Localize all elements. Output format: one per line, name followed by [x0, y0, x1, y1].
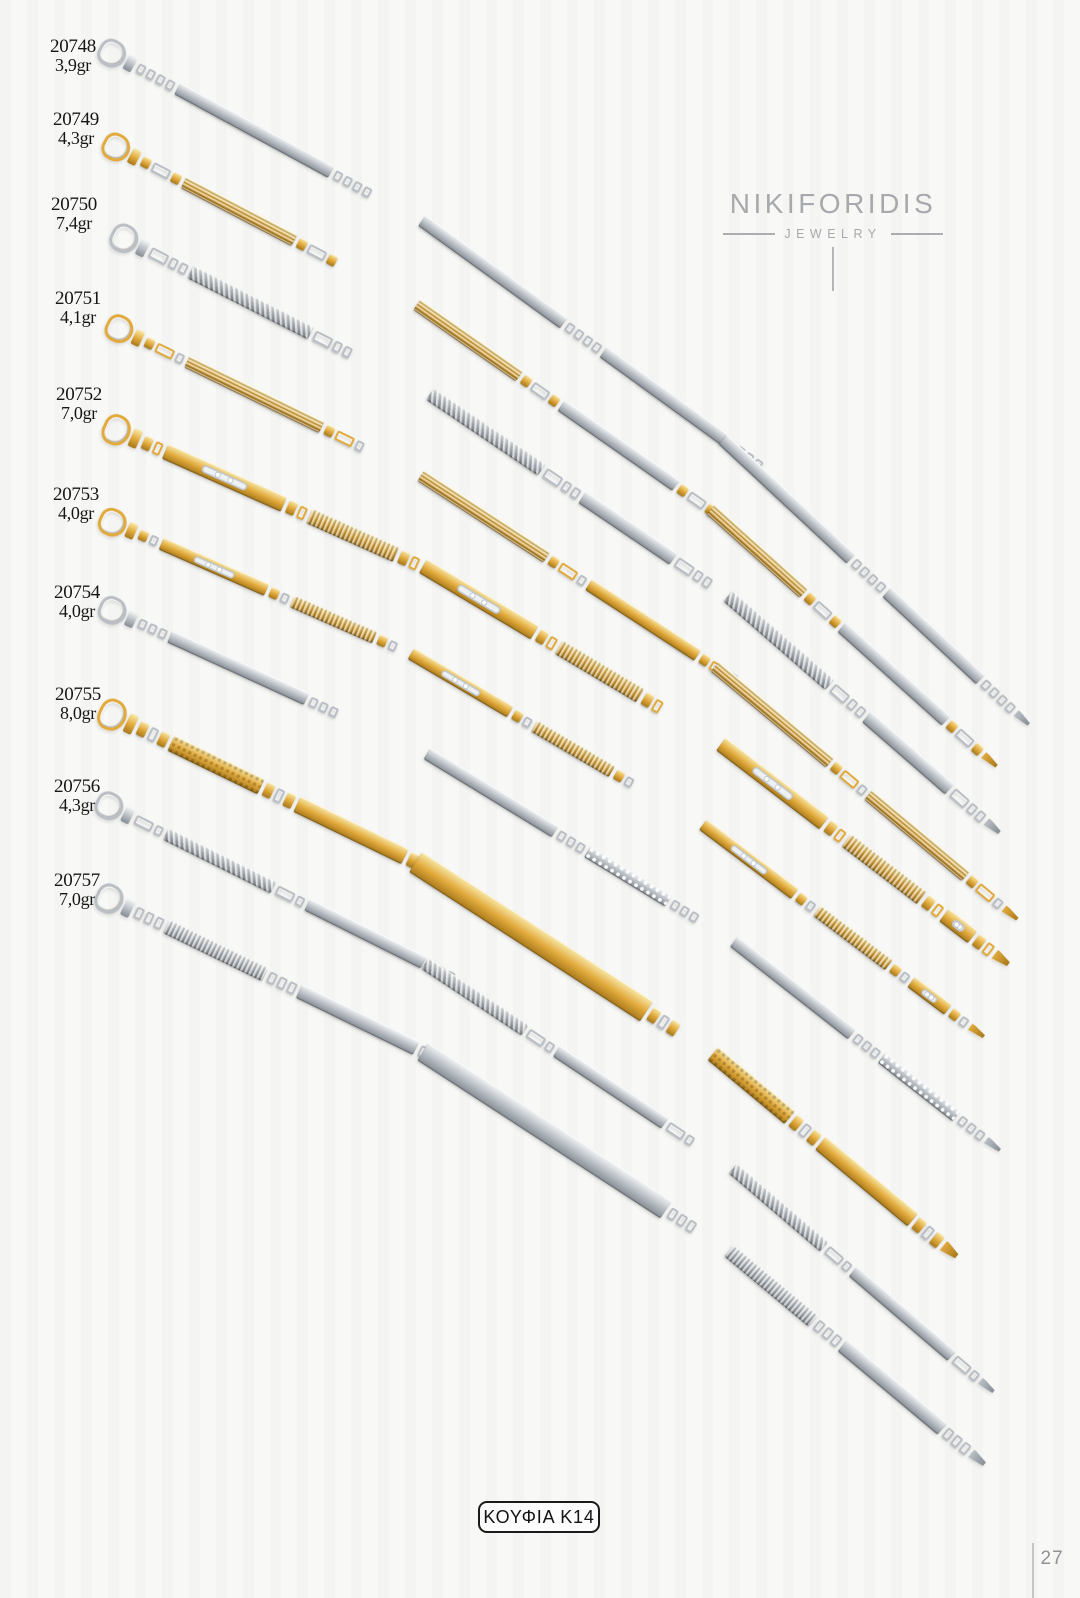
bracelet-link-group — [135, 62, 176, 90]
bracelet-link — [147, 622, 158, 634]
bracelet-link — [312, 330, 334, 348]
chain-end-tab — [984, 1136, 1002, 1153]
bracelet-link — [869, 1046, 881, 1059]
bracelet-bar-segment — [584, 846, 672, 907]
product-label-20753 — [53, 486, 99, 522]
bracelet-link — [686, 490, 707, 509]
bracelet-bar-segment — [296, 984, 419, 1054]
bracelet-bar-segment — [578, 491, 677, 564]
bracelet-link — [286, 980, 298, 994]
bracelet-bar-segment — [907, 977, 952, 1015]
bracelet-link-group — [133, 905, 165, 929]
product-weight: 4,0gr — [59, 601, 95, 621]
bracelet-link — [177, 262, 189, 275]
bracelet-link — [623, 775, 635, 788]
bracelet-link-group — [951, 1354, 980, 1381]
bracelet-bar-segment — [163, 919, 268, 981]
product-label-20749 — [53, 111, 99, 147]
bracelet-link-group — [980, 679, 1017, 714]
bracelet-link-group — [133, 814, 164, 836]
bracelet-bar-segment — [815, 1137, 918, 1227]
bracelet-link — [951, 1354, 972, 1374]
bracelet-link-group — [135, 720, 170, 747]
bracelet-link-group — [547, 554, 588, 586]
bracelet-link-group — [794, 892, 817, 913]
chain-end-tab — [940, 1241, 961, 1261]
bracelet-link-group — [534, 629, 558, 651]
bracelet-link-group — [261, 781, 296, 808]
bracelet-link-group — [852, 1032, 882, 1058]
chain-end-tab — [1014, 710, 1032, 727]
chain-end-tab — [981, 752, 999, 769]
bracelet-link-group — [397, 550, 421, 571]
bracelet-bar-segment — [184, 355, 325, 432]
chain-end-tab — [992, 950, 1012, 969]
bracelet-bar-segment — [162, 444, 287, 512]
bracelet-link-group — [851, 558, 888, 593]
bracelet-link — [840, 1259, 853, 1272]
bracelet-link — [150, 161, 171, 179]
material-stamp-label: ΚΟΥΦΙΑ Κ14 — [483, 1506, 595, 1527]
bracelet-bar-segment — [585, 579, 701, 661]
chain-end-tab — [968, 1023, 986, 1040]
lobster-clasp — [94, 503, 141, 544]
bracelet-link — [959, 1441, 973, 1455]
bracelet-link-group — [824, 1245, 853, 1272]
bracelet-link-group — [823, 820, 847, 843]
bracelet-bar-segment — [708, 1047, 796, 1124]
bracelet-link — [296, 505, 309, 520]
bracelet-20752-photo — [716, 737, 1012, 970]
bracelet-bar-segment — [187, 266, 314, 340]
product-weight: 7,0gr — [59, 889, 95, 909]
bracelet-link — [306, 243, 327, 261]
bracelet-link-group — [332, 169, 373, 197]
bracelet-link-group — [312, 330, 354, 358]
bracelet-bar-segment — [417, 470, 550, 563]
bracelet-link — [323, 424, 336, 438]
bracelet-link — [557, 561, 578, 580]
bracelet-bar-segment — [181, 176, 298, 246]
chain-end-tab — [969, 1449, 988, 1468]
chain-end-tab — [1002, 905, 1020, 922]
bracelet-link — [829, 683, 851, 704]
bracelet-link-group — [945, 719, 984, 756]
bracelet-bar-segment — [558, 400, 680, 491]
bracelet-link-group — [640, 692, 664, 714]
product-code: 20755 — [55, 684, 102, 705]
product-weight: 4,1gr — [60, 307, 96, 327]
bracelet-link — [153, 915, 165, 929]
bracelet-link-group — [556, 830, 587, 854]
product-code: 20749 — [53, 109, 100, 130]
bracelet-link — [170, 171, 183, 185]
bracelet-bar-segment — [167, 735, 264, 794]
material-stamp — [478, 1501, 600, 1533]
brand-tagline: JEWELRY — [784, 227, 882, 241]
bracelet-link — [148, 534, 159, 546]
bracelet-link — [308, 696, 319, 708]
bracelet-link — [665, 1121, 686, 1140]
bracelet-20757-photo — [419, 1044, 741, 1262]
bracelet-link — [334, 429, 355, 446]
bracelet-bar-segment — [813, 905, 893, 970]
bracelet-bar-segment — [167, 630, 309, 704]
product-weight: 4,3gr — [58, 128, 94, 148]
bracelet-link-group — [275, 884, 306, 906]
bracelet-link-group — [266, 970, 298, 994]
bracelet-bar-segment — [939, 909, 977, 944]
bracelet-link-group — [143, 336, 186, 364]
bracelet-20748-photo — [718, 434, 1016, 713]
bracelet-link — [328, 705, 339, 717]
product-label-20748 — [50, 38, 96, 74]
bracelet-link — [148, 247, 170, 265]
bracelet-link — [174, 351, 186, 363]
bracelet-link — [898, 970, 910, 983]
bracelet-link — [332, 169, 344, 182]
bracelet-link-group — [803, 592, 842, 629]
bracelet-link — [982, 942, 996, 957]
bracelet-link — [530, 381, 551, 400]
bracelet-link — [569, 486, 582, 500]
bracelet-link — [354, 439, 366, 451]
product-label-20755 — [55, 686, 101, 722]
bracelet-bar-segment — [878, 1052, 961, 1121]
bracelet-bar-segment — [422, 958, 529, 1035]
product-label-20754 — [54, 584, 100, 620]
bracelet-link — [992, 897, 1005, 910]
bracelet-link-group — [829, 683, 867, 718]
bracelet-link — [688, 911, 700, 924]
bracelet-link-group — [667, 1206, 699, 1232]
bracelet-link — [342, 174, 354, 187]
bracelet-link-group — [613, 768, 636, 788]
bracelet-link — [974, 809, 987, 823]
bracelet-link-group — [669, 899, 700, 923]
bracelet-link — [545, 636, 559, 651]
bracelet-link-group — [564, 322, 603, 354]
lobster-clasp — [94, 591, 141, 633]
oval-stone-inlay — [201, 464, 249, 491]
bracelet-link-group — [295, 237, 338, 267]
bracelet-20755-photo — [411, 854, 725, 1066]
product-code: 20753 — [53, 484, 100, 505]
bracelet-link — [133, 814, 154, 831]
bracelet-20754-photo — [423, 747, 744, 951]
bracelet-link — [685, 1218, 698, 1232]
lobster-clasp — [101, 309, 148, 351]
product-weight: 8,0gr — [60, 703, 96, 723]
product-label-20752 — [56, 386, 102, 422]
bracelet-link-group — [921, 895, 945, 918]
bracelet-link — [157, 627, 168, 639]
bracelet-link — [958, 1015, 970, 1028]
product-weight: 7,4gr — [56, 213, 92, 233]
bracelet-bar-segment — [838, 1339, 947, 1434]
bracelet-bar-segment — [163, 828, 276, 893]
bracelet-link-group — [956, 1115, 986, 1141]
bracelet-link — [279, 591, 290, 603]
bracelet-link-group — [911, 1217, 945, 1249]
bracelet-link — [387, 639, 398, 651]
bracelet-link-group — [140, 435, 164, 456]
bracelet-link-group — [942, 1426, 973, 1454]
bracelet-link — [590, 341, 602, 354]
product-code: 20748 — [50, 36, 97, 57]
bracelet-link — [295, 237, 308, 251]
bracelet-link — [268, 586, 281, 600]
bracelet-20751-photo — [104, 315, 432, 485]
page-number: 27 — [1040, 1548, 1064, 1569]
bracelet-bar-segment — [293, 796, 408, 864]
bracelet-bar-segment — [730, 936, 856, 1039]
bracelet-link — [522, 715, 534, 728]
bracelet-bar-segment — [842, 834, 927, 904]
bracelet-link — [341, 345, 353, 358]
bracelet-link-group — [542, 467, 582, 499]
bracelet-link — [968, 1368, 981, 1381]
bracelet-20753-photo — [97, 509, 421, 663]
bracelet-bar-segment — [306, 509, 399, 562]
bracelet-link — [155, 73, 167, 86]
bracelet-bar-segment — [725, 1244, 819, 1326]
bracelet-link — [673, 556, 695, 576]
bracelet-link — [361, 185, 373, 198]
bracelet-bar-segment — [418, 560, 538, 640]
bracelet-link — [804, 899, 816, 912]
oval-stone-inlay — [951, 919, 967, 934]
bracelet-link — [137, 617, 148, 629]
bracelet-bar-segment — [849, 1266, 956, 1360]
bracelet-link — [970, 742, 984, 756]
bracelet-20753-photo — [407, 647, 713, 835]
bracelet-link-group — [137, 528, 160, 546]
bracelet-link — [839, 769, 860, 789]
bracelet-link-group — [889, 963, 912, 984]
bracelet-20748-photo — [96, 39, 432, 231]
oval-stone-inlay — [751, 766, 795, 802]
bracelet-link-group — [949, 787, 987, 822]
bracelet-link — [376, 634, 389, 648]
bracelet-20750-photo — [108, 225, 440, 404]
oval-stone-inlay — [729, 843, 768, 875]
bracelet-link — [275, 884, 296, 901]
bracelet-link — [140, 155, 153, 169]
product-weight: 7,0gr — [61, 403, 97, 423]
bracelet-link — [828, 614, 842, 628]
chain-end-tab — [983, 818, 1002, 836]
bracelet-bar-segment — [554, 640, 644, 702]
page-number-rule — [1032, 1543, 1034, 1598]
lobster-clasp — [98, 410, 146, 454]
bracelet-link — [974, 1128, 986, 1141]
bracelet-bar-segment — [304, 898, 426, 968]
bracelet-link-group — [376, 634, 399, 652]
brand-name: NIKIFORIDIS — [729, 188, 937, 219]
bracelet-bar-segment — [424, 748, 559, 837]
oval-stone-inlay — [440, 668, 481, 696]
bracelet-link-group — [788, 1114, 822, 1146]
bracelet-link — [318, 700, 329, 712]
bracelet-link-group — [665, 1121, 696, 1146]
product-code: 20757 — [54, 870, 101, 891]
bracelet-link — [684, 1133, 696, 1146]
page-number-block — [1032, 1543, 1064, 1598]
lobster-clasp — [93, 34, 141, 77]
bracelet-bar-segment — [426, 388, 546, 475]
bracelet-link-group — [268, 586, 291, 604]
bracelet-link — [548, 393, 562, 407]
bracelet-link-group — [140, 155, 183, 185]
bracelet-link-group — [285, 500, 309, 521]
bracelet-link — [137, 528, 150, 542]
bracelet-link — [824, 1245, 845, 1265]
bracelet-bar-segment — [699, 819, 799, 899]
bracelet-bar-segment — [408, 647, 514, 716]
bracelet-link — [135, 62, 147, 75]
oval-stone-inlay — [192, 554, 235, 578]
product-weight: 3,9gr — [55, 55, 91, 75]
bracelet-link — [352, 180, 364, 193]
bracelet-20752-photo — [100, 416, 433, 578]
bracelet-20749-photo — [101, 133, 428, 314]
lobster-clasp — [105, 219, 153, 263]
bracelet-link — [812, 600, 833, 620]
product-code: 20751 — [55, 288, 102, 309]
bracelet-link — [154, 342, 175, 359]
lobster-clasp — [97, 128, 145, 171]
bracelet-link-group — [673, 556, 713, 588]
bracelet-link — [156, 730, 171, 747]
bracelet-link — [294, 894, 306, 907]
bracelet-link — [854, 704, 867, 718]
bracelet-link — [544, 1040, 556, 1053]
bracelet-link-group — [647, 1007, 682, 1037]
bracelet-link-group — [948, 1008, 971, 1029]
bracelet-bar-segment — [553, 1045, 668, 1128]
bracelet-bar-segment — [290, 595, 378, 643]
bracelet-link — [153, 824, 165, 837]
bracelet-20756-photo — [94, 792, 436, 973]
bracelet-link — [152, 441, 165, 456]
bracelet-link — [145, 67, 157, 80]
bracelet-link — [408, 555, 421, 570]
bracelet-link-group — [972, 934, 996, 957]
bracelet-link-group — [813, 1319, 844, 1347]
bracelet-20757-photo — [93, 884, 434, 1062]
bracelet-link-group — [137, 617, 168, 639]
bracelet-link — [1005, 701, 1018, 714]
bracelet-link — [576, 573, 588, 586]
product-code: 20750 — [51, 194, 98, 215]
bracelet-20752-photo — [418, 559, 733, 757]
bracelet-bar-segment — [729, 1163, 829, 1251]
chain-end-tab — [978, 1377, 996, 1394]
product-label-20750 — [51, 196, 97, 232]
bracelet-link — [856, 783, 869, 796]
bracelet-bar-segment — [599, 347, 728, 446]
bracelet-link — [701, 575, 714, 589]
product-code: 20756 — [54, 776, 101, 797]
bracelet-link-group — [526, 1028, 557, 1053]
product-label-20751 — [55, 290, 101, 326]
oval-stone-inlay — [920, 987, 939, 1003]
bracelet-bar-segment — [418, 1042, 673, 1218]
bracelet-link-group — [830, 761, 869, 796]
bracelet-link — [975, 883, 996, 903]
product-weight: 4,0gr — [58, 503, 94, 523]
bracelet-link-group — [520, 374, 562, 408]
bracelet-link — [954, 728, 975, 748]
product-code: 20752 — [56, 384, 103, 405]
bracelet-link-group — [323, 424, 366, 452]
bracelet-20754-photo — [729, 935, 1031, 1177]
bracelet-link-group — [308, 696, 339, 718]
bracelet-link — [526, 1028, 547, 1047]
bracelet-link — [143, 336, 156, 350]
product-code: 20754 — [54, 582, 101, 603]
bracelet-link-group — [966, 874, 1005, 909]
bracelet-link — [650, 699, 664, 714]
bracelet-link — [949, 787, 971, 808]
bracelet-link — [542, 467, 564, 487]
product-weight: 4,3gr — [59, 795, 95, 815]
bracelet-20749-photo — [706, 504, 996, 767]
bracelet-link — [575, 841, 587, 854]
bracelet-link — [164, 78, 176, 91]
bracelet-bar-segment — [414, 299, 524, 381]
bracelet-bar-segment — [174, 82, 334, 177]
bracelet-link-group — [148, 247, 190, 275]
bracelet-bar-segment — [531, 720, 615, 777]
bracelet-link-group — [511, 709, 534, 729]
oval-stone-inlay — [455, 584, 501, 616]
bracelet-link — [326, 253, 339, 267]
bracelet-bar-segment — [159, 537, 269, 595]
